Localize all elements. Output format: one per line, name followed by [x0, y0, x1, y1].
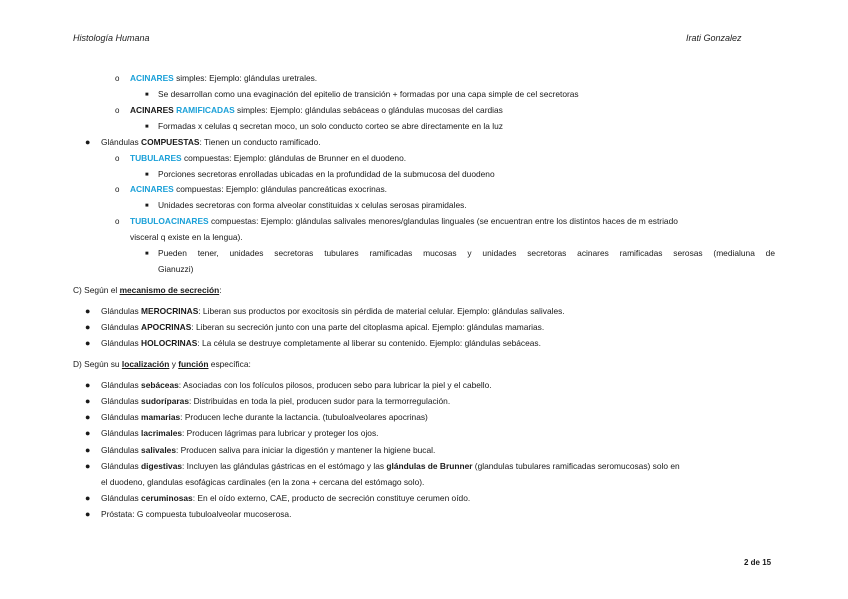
circle-bullet-icon: o [115, 74, 120, 83]
square-bullet-icon: ■ [145, 92, 149, 98]
circle-bullet-icon: o [115, 154, 120, 163]
list-item: ACINARES compuestas: Ejemplo: glándulas pancreáticas exocrinas. [130, 184, 387, 194]
square-bullet-icon: ■ [145, 203, 149, 209]
list-item: Glándulas HOLOCRINAS: La célula se destruye completamente al liberar su contenido. Ejemplo: glándulas sebáceas. [101, 338, 541, 348]
list-item: Formadas x celulas q secretan moco, un solo conducto corteo se abre directamente en la luz [158, 121, 503, 131]
bullet-icon: ● [85, 509, 91, 519]
list-item: Unidades secretoras con forma alveolar constituidas x celulas serosas piramidales. [158, 200, 467, 210]
bullet-icon: ● [85, 493, 91, 503]
bullet-icon: ● [85, 322, 91, 332]
bullet-icon: ● [85, 338, 91, 348]
circle-bullet-icon: o [115, 217, 120, 226]
list-item: ACINARES RAMIFICADAS simples: Ejemplo: glándulas sebáceas o glándulas mucosas del cardias [130, 105, 503, 115]
list-item-continuation: visceral q existe en la lengua). [130, 232, 243, 242]
section-heading: D) Según su localización y función específica: [73, 359, 251, 369]
header-author: Irati Gonzalez [686, 33, 742, 43]
circle-bullet-icon: o [115, 106, 120, 115]
list-item: TUBULOACINARES compuestas: Ejemplo: glándulas salivales menores/glandulas linguales (se encuentran entre los distintos haces de m estriado [130, 216, 678, 226]
bullet-icon: ● [85, 461, 91, 471]
header-subject: Histología Humana [73, 33, 150, 43]
list-item: Glándulas mamarias: Producen leche durante la lactancia. (tubuloalveolares apocrinas) [101, 412, 428, 422]
bullet-icon: ● [85, 412, 91, 422]
circle-bullet-icon: o [115, 185, 120, 194]
list-item: Glándulas lacrimales: Producen lágrimas para lubricar y proteger los ojos. [101, 428, 379, 438]
list-item: Glándulas APOCRINAS: Liberan su secreción junto con una parte del citoplasma apical. Ejemplo: glándulas mamarias. [101, 322, 545, 332]
list-item-continuation: Gianuzzi) [158, 264, 194, 274]
list-item: Glándulas sudoríparas: Distribuidas en toda la piel, producen sudor para la termorregulación. [101, 396, 451, 406]
list-item: Porciones secretoras enrolladas ubicadas en la profundidad de la submucosa del duodeno [158, 169, 495, 179]
square-bullet-icon: ■ [145, 172, 149, 178]
list-item: Glándulas salivales: Producen saliva para iniciar la digestión y mantener la higiene bucal. [101, 445, 436, 455]
list-item: Pueden tener, unidades secretoras tubulares ramificadas mucosas y unidades secretoras acinares ramificadas serosas (medialuna de [158, 248, 775, 258]
bullet-icon: ● [85, 380, 91, 390]
bullet-icon: ● [85, 137, 91, 147]
list-item: Glándulas MEROCRINAS: Liberan sus productos por exocitosis sin pérdida de material celular. Ejemplo: glándulas salivales. [101, 306, 565, 316]
bullet-icon: ● [85, 306, 91, 316]
list-item: ACINARES simples: Ejemplo: glándulas uretrales. [130, 73, 318, 83]
page-number: 2 de 15 [744, 558, 772, 567]
bullet-icon: ● [85, 445, 91, 455]
list-item: Glándulas digestivas: Incluyen las glándulas gástricas en el estómago y las glándulas de Brunner (glandulas tubulares ramificadas seromucosas) solo en [101, 461, 680, 471]
list-item-continuation: el duodeno, glandulas esofágicas cardinales (en la zona + cercana del estómago solo). [101, 477, 425, 487]
list-item: TUBULARES compuestas: Ejemplo: glándulas de Brunner en el duodeno. [130, 153, 407, 163]
list-item: Glándulas COMPUESTAS: Tienen un conducto ramificado. [101, 137, 321, 147]
list-item: Se desarrollan como una evaginación del epitelio de transición + formadas por una capa simple de cel secretoras [158, 89, 579, 99]
list-item: Próstata: G compuesta tubuloalveolar mucoserosa. [101, 509, 292, 519]
square-bullet-icon: ■ [145, 124, 149, 130]
section-heading: C) Según el mecanismo de secreción: [73, 285, 222, 295]
square-bullet-icon: ■ [145, 251, 149, 257]
list-item: Glándulas sebáceas: Asociadas con los folículos pilosos, producen sebo para lubricar la piel y el cabello. [101, 380, 492, 390]
list-item: Glándulas ceruminosas: En el oído externo, CAE, producto de secreción constituye cerumen oído. [101, 493, 471, 503]
bullet-icon: ● [85, 396, 91, 406]
bullet-icon: ● [85, 428, 91, 438]
